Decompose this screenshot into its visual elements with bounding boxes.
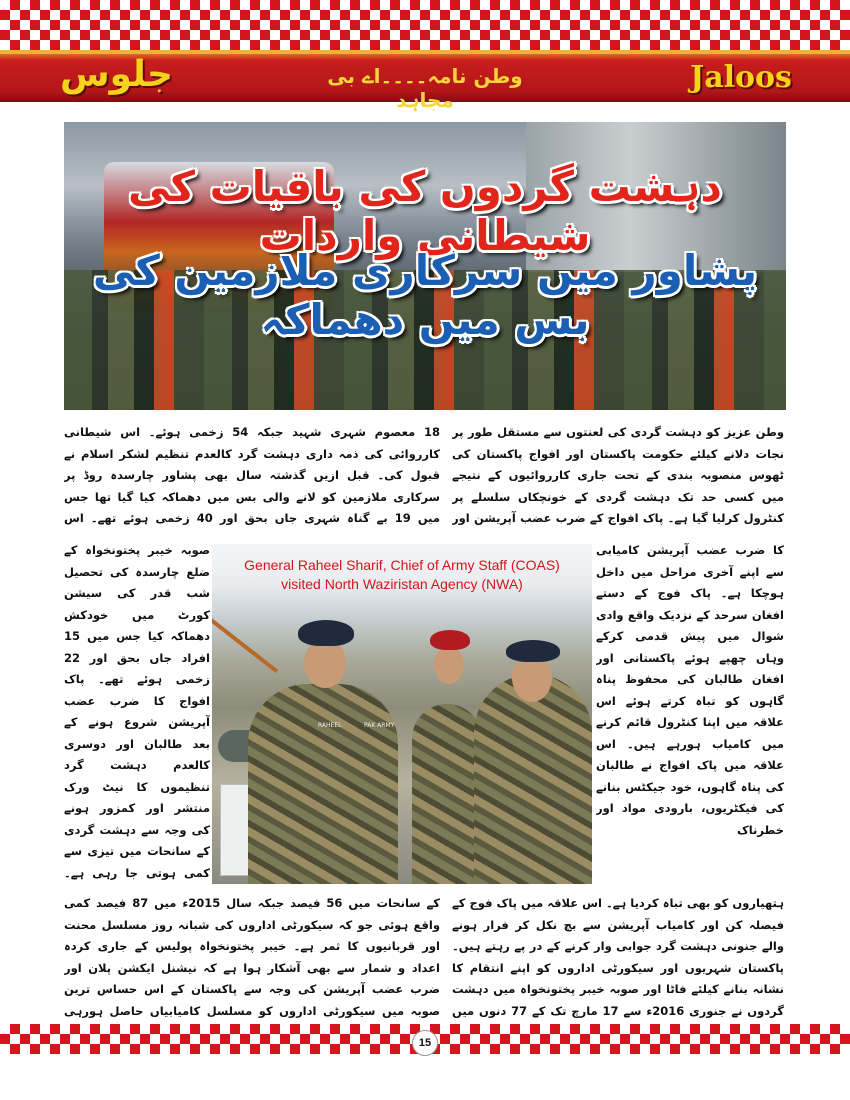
article-text-left-bottom: کے سانحات میں 56 فیصد جبکہ سال 2015ء میں 87 فیصد کمی واقع ہوئی جو کہ سیکورٹی اداروں کی شبانہ روز مسلسل محنت اور قربانیوں کا ثمر ہے۔ خیبر پختونخواہ پولیس کے جاری کردہ اعداد و شمار سے بھی آشکار ہوا ہے کہ نیشنل ایکشن پلان اور ضرب عضب آپریشن کی وجہ سے پاکستان کے اس حساس ترین صوبہ میں سیکورٹی اداروں کو مسلسل کامیابیاں حاصل ہورہی — [64, 896, 440, 1018]
headline-line-2: پشاور میں سرکاری ملازمین کی بس میں دھماکہ — [92, 246, 758, 344]
name-tag-2: PAK ARMY — [364, 722, 395, 729]
red-beret — [430, 630, 470, 650]
hero-photo — [64, 122, 786, 410]
top-checker-border — [0, 0, 850, 50]
photo-caption-line-2: visited North Waziristan Agency (NWA) — [281, 576, 523, 592]
article-text-right-middle: کا ضرب عضب آپریشن کامیابی سے اپنے آخری مراحل میں داخل ہوچکا ہے۔ پاک فوج کے دستے افغان سرحد کے نزدیک واقع وادی شوال میں پیش قدمی کرکے وہاں چھپے ہوئے پاکستانی اور افغان طالبان کی محفوظ پناہ گاہوں کو تباہ کرتے ہوئے اس علاقہ میں اپنا کنٹرول قائم کرنے میں کامیاب ہورہے ہیں۔ اس علاقہ میں پاک افواج نے طالبان کی پناہ گاہوں، خود جیکٹس بنانے کی فیکٹریوں، بارودی مواد اور خطرناک — [596, 543, 784, 837]
soldier-general — [248, 684, 398, 884]
article-text-right-top: وطن عزیز کو دہشت گردی کی لعنتوں سے مستقل طور پر نجات دلانے کیلئے حکومت پاکستان اور افواج پاکستان کی ٹھوس منصوبہ بندی کے تحت جاری کارروائیوں کے نتیجے میں کسی حد تک دہشت گردی کے خونچکاں سلسلے پر کنٹرول کرلیا گیا ہے۔ پاک افواج کے ضرب عضب آپریشن اور — [452, 425, 784, 525]
middle-soldier-head — [434, 646, 464, 684]
logo-english: Jaloos — [690, 60, 792, 95]
soldier-right — [474, 674, 592, 884]
article-text-left-middle: صوبہ خیبر پختونخواہ کے ضلع چارسدہ کی تحصیل شب قدر کی سیشن کورٹ میں خودکش دھماکہ کیا جس میں 15 افراد جاں بحق اور 22 زخمی ہوئے تھے۔ پاک افواج کا ضرب عضب آپریشن شروع ہونے کے بعد طالبان اور دوسری کالعدم دہشت گرد تنظیموں کا نیٹ ورک منتشر اور کمزور ہونے کی وجہ سے دہشت گردی کے سانحات میں تیزی سے کمی ہوتی جا رہی ہے۔ — [64, 543, 210, 880]
soldier-middle — [412, 704, 482, 884]
column-title: وطن نامہ۔۔۔۔اے بی مجاہد — [327, 64, 523, 112]
page-number: 15 — [412, 1030, 438, 1056]
logo-urdu: جلوس — [60, 54, 173, 95]
coas-photo — [212, 544, 592, 884]
article-text-left-top: 18 معصوم شہری شہید جبکہ 54 زخمی ہوئے۔ اس شیطانی کارروائی کی ذمہ داری دہشت گرد کالعدم تنظیم لشکر اسلام نے قبول کی۔ قبل ازیں گذشتہ سال بھی پشاور چارسدہ روڈ پر سرکاری ملازمین کو لانے والی بس میں دھماکہ کیا گیا تھا جس میں 19 بے گناہ شہری جاں بحق اور 40 زخمی ہوئے تھے۔ اس — [64, 425, 440, 525]
photo-caption — [212, 556, 592, 594]
headline-line-1: دہشت گردوں کی باقیات کی شیطانی واردات — [128, 162, 722, 260]
article-text-right-bottom: ہتھیاروں کو بھی تباہ کردیا ہے۔ اس علاقہ میں پاک فوج کے فیصلہ کن اور کامیاب آپریشن سے بچ نکل کر فرار ہونے والے جنونی دہشت گرد جوابی وار کرنے کے در پے رہتے ہیں۔ پاکستان شہریوں اور سیکورٹی اداروں کو اپنے انتقام کا نشانہ بنانے کیلئے فاٹا اور صوبہ خیبر پختونخواہ میں دہشت گردوں نے جنوری 2016ء سے 17 مارچ تک کے 77 دنوں میں — [452, 896, 784, 1018]
right-soldier-cap — [506, 640, 560, 662]
photo-caption-line-1: General Raheel Sharif, Chief of Army Staff (COAS) — [244, 557, 560, 573]
general-cap — [298, 620, 354, 646]
name-tag-1: RAHEEL — [318, 722, 342, 729]
